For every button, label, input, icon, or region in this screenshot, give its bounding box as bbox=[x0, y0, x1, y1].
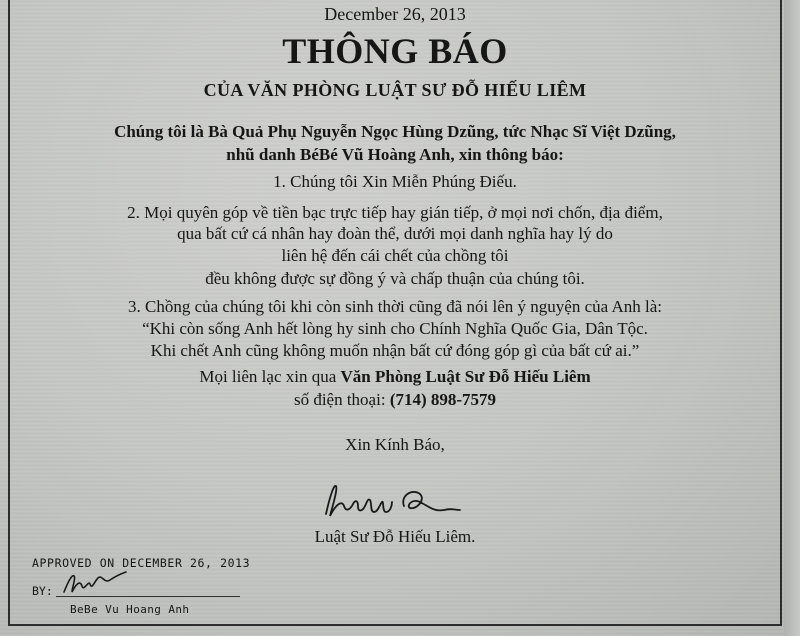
approver-name: BeBe Vu Hoang Anh bbox=[70, 603, 190, 616]
item-2-line-3: liên hệ đến cái chết của chồng tôi bbox=[281, 246, 509, 265]
item-3-line-2: “Khi còn sống Anh hết lòng hy sinh cho Chính Nghĩa Quốc Gia, Dân Tộc. bbox=[142, 319, 648, 338]
signer-name: Luật Sư Đỗ Hiếu Liêm. bbox=[314, 527, 476, 546]
item-2-line-2: qua bất cứ cá nhân hay đoàn thể, dưới mọi danh nghĩa hay lý do bbox=[177, 224, 613, 243]
intro-line-1: Chúng tôi là Bà Quả Phụ Nguyễn Ngọc Hùng Dzũng, tức Nhạc Sĩ Việt Dzũng, bbox=[114, 122, 676, 141]
item-2-line-4: đều không được sự đồng ý và chấp thuận của chúng tôi. bbox=[205, 269, 585, 288]
notice-subtitle: CỦA VĂN PHÒNG LUẬT SƯ ĐỖ HIẾU LIÊM bbox=[203, 80, 587, 100]
intro-line-2: nhũ danh BéBé Vũ Hoàng Anh, xin thông báo: bbox=[226, 145, 564, 164]
phone-line bbox=[0, 390, 790, 410]
approval-by-label: BY: bbox=[32, 584, 53, 598]
approval-signature-line bbox=[56, 596, 240, 597]
contact-prefix: Mọi liên lạc xin qua bbox=[199, 367, 341, 386]
approval-date-stamp: APPROVED ON DECEMBER 26, 2013 bbox=[32, 556, 251, 570]
contact-line bbox=[0, 367, 790, 387]
item-1: 1. Chúng tôi Xin Miễn Phúng Điếu. bbox=[273, 172, 517, 191]
item-2-line-1: 2. Mọi quyên góp về tiền bạc trực tiếp hay gián tiếp, ở mọi nơi chốn, địa điểm, bbox=[127, 203, 663, 222]
closing-text: Xin Kính Báo, bbox=[345, 435, 445, 454]
item-3-line-1: 3. Chồng của chúng tôi khi còn sinh thời cũng đã nói lên ý nguyện của Anh là: bbox=[127, 297, 662, 316]
approver-signature bbox=[60, 568, 130, 596]
phone-prefix: số điện thoại: bbox=[293, 390, 390, 409]
contact-office: Văn Phòng Luật Sư Đỗ Hiếu Liêm bbox=[340, 367, 591, 386]
lawyer-signature bbox=[320, 476, 470, 522]
item-3-line-3: Khi chết Anh cũng không muốn nhận bất cứ đóng góp gì của bất cứ ai.” bbox=[150, 341, 640, 360]
notice-title: THÔNG BÁO bbox=[282, 31, 508, 71]
phone-number: (714) 898-7579 bbox=[389, 390, 497, 409]
notice-date: December 26, 2013 bbox=[324, 4, 466, 24]
